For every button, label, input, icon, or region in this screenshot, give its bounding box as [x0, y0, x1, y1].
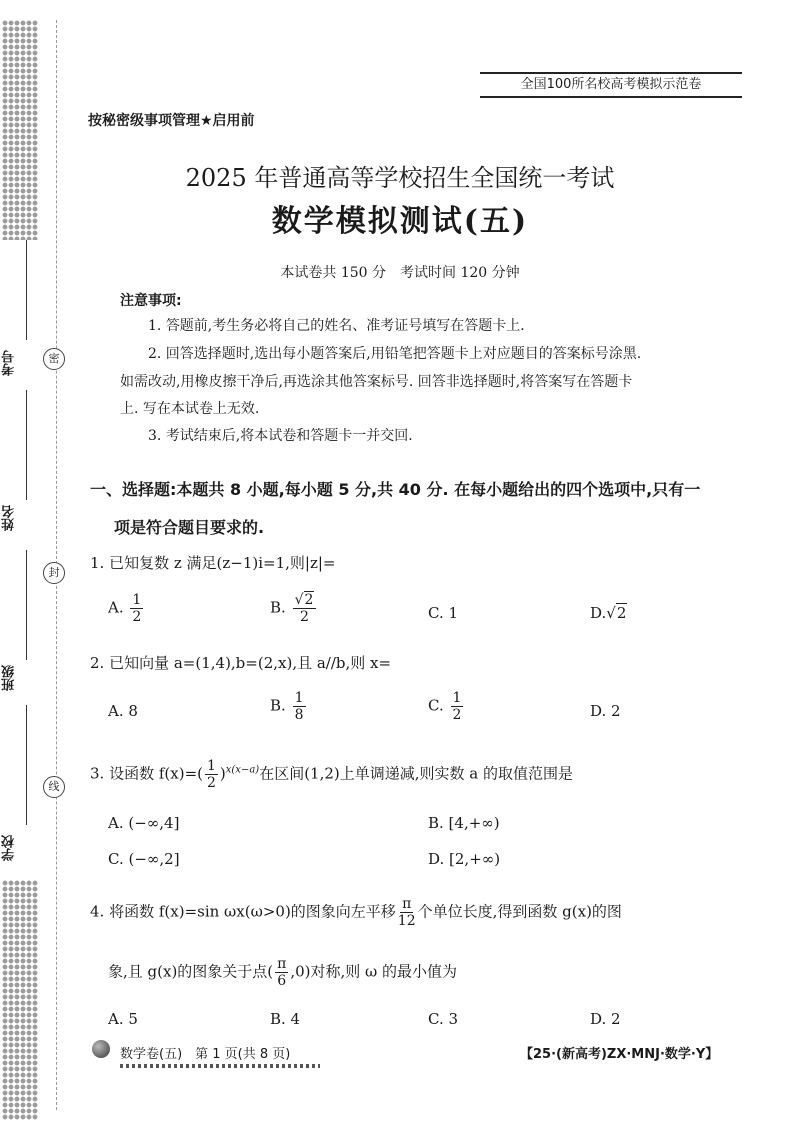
- seal-circle-feng: 封: [43, 562, 65, 584]
- question-1-stem: 1. 已知复数 z 满足(z−1)i=1,则|z|=: [90, 554, 336, 572]
- exam-info: 本试卷共 150 分 考试时间 120 分钟: [280, 265, 520, 281]
- q1-option-b: B. $\frac{√2}{2}$: [270, 592, 318, 625]
- binding-line-1: [26, 240, 27, 340]
- label-exam-number: 考号: [2, 350, 17, 376]
- notice-item-2-cont: 如需改动,用橡皮擦干净后,再选涂其他答案标号. 回答非选择题时,将答案写在答题卡: [120, 374, 633, 390]
- q1-b-fraction: $\frac{√2}{2}$: [293, 592, 317, 625]
- binding-line-2: [26, 390, 27, 500]
- q3-option-a: A. (−∞,4]: [108, 814, 180, 832]
- q4-option-d: D. 2: [590, 1010, 621, 1028]
- q3-option-c: C. (−∞,2]: [108, 850, 180, 868]
- label-school: 学校: [2, 835, 17, 861]
- notice-item-1: 1. 答题前,考生务必将自己的姓名、准考证号填写在答题卡上.: [148, 318, 525, 334]
- footer-page-info: 数学卷(五) 第 1 页(共 8 页): [120, 1047, 291, 1062]
- series-banner: 全国100所名校高考模拟示范卷: [480, 72, 742, 98]
- seal-circle-xian: 线: [43, 776, 65, 798]
- q3-option-b: B. [4,+∞): [428, 814, 500, 832]
- q1-a-fraction: $\frac{1}{2}$: [132, 592, 142, 625]
- q4-pi-6-fraction: $\frac{\pi}{6}$: [277, 956, 287, 989]
- q4-option-b: B. 4: [270, 1010, 301, 1028]
- q3-option-d: D. [2,+∞): [428, 850, 501, 868]
- q1-option-d: D.√2: [590, 604, 627, 622]
- question-4-stem-line1: 4. 将函数 f(x)=sin ωx(ω>0)的图象向左平移 $\frac{\pi}{12}$ 个单位长度,得到函数 g(x)的图: [90, 896, 622, 929]
- section-heading-line1: 一、选择题:本题共 8 小题,每小题 5 分,共 40 分. 在每小题给出的四个选项中,只有一: [90, 480, 701, 499]
- q1-option-a: A. $\frac{1}{2}$: [108, 592, 142, 625]
- binding-line-4: [26, 705, 27, 825]
- notice-title: 注意事项:: [120, 293, 182, 309]
- q4-pi-12-fraction: $\frac{\pi}{12}$: [397, 896, 416, 929]
- section-heading-line2: 项是符合题目要求的.: [114, 518, 265, 537]
- q4-option-c: C. 3: [428, 1010, 459, 1028]
- publisher-logo-icon: [92, 1040, 110, 1058]
- q2-option-a: A. 8: [108, 702, 138, 720]
- label-name: 姓名: [2, 505, 17, 531]
- q2-option-c: C. $\frac{1}{2}$: [428, 690, 462, 723]
- footer-wavy-underline: [120, 1064, 320, 1068]
- binding-dots-bottom: [2, 880, 38, 1120]
- q2-c-fraction: $\frac{1}{2}$: [452, 690, 462, 723]
- question-3-stem: 3. 设函数 f(x)=( $\frac{1}{2}$ )$^{x(x-a)}$在区间(1,2)上单调递减,则实数 a 的取值范围是: [90, 758, 574, 791]
- notice-item-2: 2. 回答选择题时,选出每小题答案后,用铅笔把答题卡上对应题目的答案标号涂黑.: [148, 346, 642, 362]
- seal-circle-mi: 密: [43, 348, 65, 370]
- q2-b-fraction: $\frac{1}{8}$: [294, 690, 304, 723]
- footer-code: 【25·(新高考)ZX·MNJ·数学·Y】: [520, 1047, 719, 1062]
- q4-option-a: A. 5: [108, 1010, 138, 1028]
- q2-option-d: D. 2: [590, 702, 621, 720]
- q2-option-b: B. $\frac{1}{8}$: [270, 690, 304, 723]
- exam-subtitle: 数学模拟测试(五): [271, 204, 529, 239]
- notice-item-3: 3. 考试结束后,将本试卷和答题卡一并交回.: [148, 428, 413, 444]
- label-class: 班级: [2, 665, 17, 691]
- exam-title: 2025 年普通高等学校招生全国统一考试: [185, 164, 615, 192]
- q1-option-c: C. 1: [428, 604, 459, 622]
- confidential-note: 按秘密级事项管理★启用前: [88, 113, 255, 129]
- question-4-stem-line2: 象,且 g(x)的图象关于点( $\frac{\pi}{6}$ ,0)对称,则 ω 的最小值为: [108, 956, 458, 989]
- section-heading: [90, 474, 770, 544]
- notice-item-2-end: 上. 写在本试卷上无效.: [120, 401, 260, 417]
- question-2-stem: 2. 已知向量 a=(1,4),b=(2,x),且 a//b,则 x=: [90, 654, 392, 672]
- binding-line-3: [26, 550, 27, 660]
- q3-fraction: $\frac{1}{2}$: [206, 758, 216, 791]
